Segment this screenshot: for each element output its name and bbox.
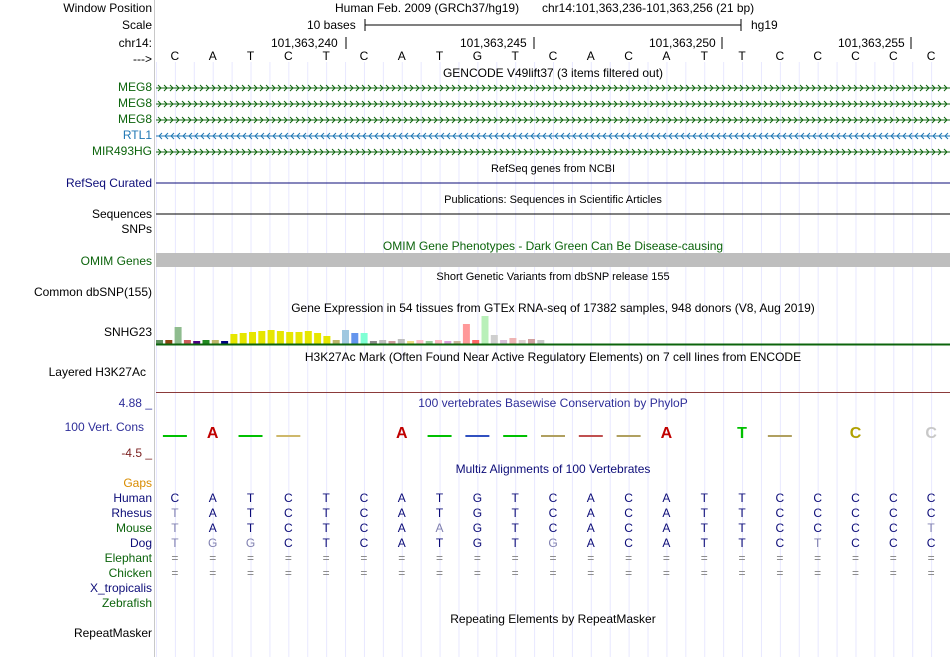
gtex-tissue-bar [537,340,544,344]
phylop-min: -4.5 _ [121,446,152,460]
alignment-base: C [888,491,898,505]
alignment-base: C [624,536,633,550]
alignment-base: T [511,521,519,535]
alignment-base: G [472,491,483,505]
species-label[interactable]: Rhesus [111,506,152,520]
alignment-base: C [813,521,822,535]
alignment-base: C [283,506,293,520]
alignment-base: = [625,551,633,565]
alignment-base: T [700,536,708,550]
alignment-base: G [472,521,483,535]
alignment-base: C [888,506,898,520]
gencode-title[interactable]: GENCODE V49lift37 (3 items filtered out) [442,66,664,80]
alignment-base: T [511,536,519,550]
alignment-base: = [851,566,859,580]
alignment-base: = [662,551,670,565]
alignment-base: T [511,491,519,505]
omim-label[interactable]: OMIM Genes [80,254,152,268]
alignment-base: T [738,506,746,520]
phylop-letter: C [849,425,862,442]
sequence-base: A [662,49,671,63]
sequence-base: C [359,49,369,63]
sequence-base: C [775,49,785,63]
species-label[interactable]: Zebrafish [101,596,152,610]
sequence-base: C [170,49,180,63]
alignment-base: C [888,521,898,535]
gtex-tissue-bar [184,340,191,344]
alignment-base: G [472,536,483,550]
gtex-tissue-bar [333,340,340,344]
alignment-base: T [171,521,179,535]
alignment-base: C [851,506,860,520]
alignment-base: = [511,566,519,580]
gtex-tissue-bar [230,334,237,344]
alignment-base: T [927,521,935,535]
gtex-tissue-bar [416,340,423,344]
publications-label[interactable]: Sequences [91,207,152,221]
alignment-base: C [813,506,822,520]
phylop-label[interactable]: 100 Vert. Cons [64,420,144,434]
alignment-base: = [511,551,519,565]
alignment-base: = [209,566,217,580]
alignment-base: A [586,506,595,520]
gtex-tissue-bar [249,332,256,344]
sequence-base: A [586,49,595,63]
alignment-base: C [851,536,860,550]
alignment-base: C [624,521,633,535]
species-label[interactable]: X_tropicalis [89,581,152,595]
alignment-base: A [435,521,444,535]
alignment-base: = [436,566,444,580]
alignment-base: = [284,551,292,565]
sequence-base: T [435,49,444,63]
alignment-base: = [776,551,784,565]
gtex-tissue-bar [491,335,498,344]
dbsnp-title[interactable]: Short Genetic Variants from dbSNP release 155 [436,271,670,283]
sequence-base: C [926,49,936,63]
alignment-base: = [398,551,406,565]
phylop-max: 4.88 _ [118,396,152,410]
alignment-base: C [283,521,293,535]
alignment-base: C [548,521,558,535]
alignment-base: G [548,536,558,550]
gtex-title[interactable]: Gene Expression in 54 tissues from GTEx RNA-seq of 17382 samples, 948 donors (V8, Aug 2019) [291,301,815,315]
gtex-tissue-bar [305,331,312,344]
phylop-letter: A [206,425,219,442]
repeatmasker-title[interactable]: Repeating Elements by RepeatMasker [450,612,656,626]
alignment-base: T [435,536,444,550]
gtex-tissue-bar [314,333,321,344]
alignment-base: G [245,536,256,550]
gtex-tissue-bar [519,340,526,344]
publications-title[interactable]: Publications: Sequences in Scientific Articles [444,194,662,206]
coord-tick-label: 101,363,255 [838,36,905,50]
gtex-tissue-bar [323,336,330,344]
alignment-base: A [586,491,595,505]
alignment-base: = [814,551,822,565]
alignment-base: = [209,551,217,565]
alignment-base: A [662,521,671,535]
alignment-base: = [284,566,292,580]
alignment-base: = [738,551,746,565]
assembly-title[interactable]: Human Feb. 2009 (GRCh37/hg19) [335,1,520,15]
alignment-base: = [625,566,633,580]
scale-text: 10 bases [307,18,356,32]
gtex-tissue-bar [463,324,470,344]
alignment-base: A [662,491,671,505]
phylop-letter: C [925,425,937,442]
species-label[interactable]: Human [113,491,152,505]
gtex-tissue-bar [240,333,247,344]
sequence-base: C [624,49,633,63]
alignment-base: C [888,536,898,550]
gtex-tissue-bar [379,340,386,344]
position-range[interactable]: chr14:101,363,236-101,363,256 (21 bp) [542,1,755,15]
alignment-base: = [436,551,444,565]
strand-arrow-label: ---> [133,52,152,66]
alignment-base: C [813,491,822,505]
alignment-base: C [548,491,558,505]
gtex-tissue-bar [258,331,265,344]
alignment-base: = [247,566,255,580]
coord-tick-label: 101,363,250 [649,36,716,50]
phylop-letter: A [395,425,408,442]
gtex-tissue-bar [175,327,182,344]
alignment-base: T [738,491,746,505]
sequence-base: C [888,49,898,63]
alignment-base: = [322,566,330,580]
scale-label: Scale [121,18,152,32]
species-label[interactable]: Elephant [104,551,152,565]
window-position-label: Window Position [63,1,152,15]
dbsnp-label[interactable]: Common dbSNP(155) [33,285,152,299]
alignment-base: A [208,491,217,505]
alignment-base: T [738,521,746,535]
alignment-base: C [775,536,785,550]
alignment-base: G [472,506,483,520]
alignment-base: = [473,566,481,580]
gtex-tissue-bar [472,340,479,344]
alignment-base: A [397,491,406,505]
phylop-letter: T [737,425,747,442]
alignment-base: C [170,491,180,505]
alignment-base: A [586,521,595,535]
alignment-base: = [889,551,897,565]
gaps-label[interactable]: Gaps [123,476,152,490]
alignment-base: C [624,491,633,505]
alignment-base: C [851,491,860,505]
gencode-track-label[interactable]: MIR493HG [91,144,152,158]
sequence-base: C [548,49,558,63]
snps-label[interactable]: SNPs [121,222,152,236]
alignment-base: A [208,521,217,535]
gencode-track-label[interactable]: MEG8 [117,112,152,126]
alignment-base: C [359,536,369,550]
gencode-track-label[interactable]: MEG8 [117,80,152,94]
alignment-base: C [359,491,369,505]
alignment-base: T [700,521,708,535]
phylop-letter: A [660,425,673,442]
refseq-title[interactable]: RefSeq genes from NCBI [490,163,616,175]
alignment-base: = [360,566,368,580]
assembly-name: hg19 [751,18,778,32]
gtex-tissue-bar [286,332,293,344]
gtex-label[interactable]: SNHG23 [103,325,152,339]
alignment-base: T [322,506,330,520]
alignment-base: = [927,551,935,565]
sequence-base: T [738,49,746,63]
alignment-base: = [776,566,784,580]
alignment-base: C [624,506,633,520]
alignment-base: = [889,566,897,580]
h3k27ac-title[interactable]: H3K27Ac Mark (Often Found Near Active Regulatory Elements) on 7 cell lines from ENCODE [304,350,802,364]
refseq-label[interactable]: RefSeq Curated [65,176,152,190]
alignment-base: T [700,506,708,520]
gtex-tissue-bar [482,316,489,344]
gtex-tissue-bar [398,339,405,344]
alignment-base: = [549,566,557,580]
alignment-base: = [814,566,822,580]
phylop-title[interactable]: 100 vertebrates Basewise Conservation by PhyloP [418,396,688,410]
sequence-base: T [700,49,708,63]
sequence-base: C [283,49,293,63]
alignment-base: T [246,491,255,505]
gtex-tissue-bar [435,340,442,344]
alignment-base: = [738,566,746,580]
sequence-base: T [322,49,330,63]
alignment-base: C [359,521,369,535]
multiz-title[interactable]: Multiz Alignments of 100 Vertebrates [455,462,651,476]
gtex-tissue-bar [509,338,516,344]
sequence-base: C [813,49,822,63]
alignment-base: A [586,536,595,550]
gtex-tissue-bar [296,332,303,344]
alignment-base: A [662,506,671,520]
chrom-label: chr14: [118,36,152,50]
alignment-base: G [208,536,218,550]
alignment-base: = [171,551,179,565]
alignment-base: = [662,566,670,580]
alignment-base: = [851,551,859,565]
alignment-base: T [171,506,179,520]
alignment-base: C [548,506,558,520]
omim-feature-bar [156,253,950,267]
alignment-base: = [700,551,708,565]
gtex-tissue-bar [361,333,368,344]
alignment-base: T [322,491,330,505]
gtex-tissue-bar [203,340,210,344]
gtex-tissue-bar [156,340,163,344]
alignment-base: = [171,566,179,580]
gtex-tissue-bar [277,331,284,344]
sequence-base: G [472,49,483,63]
gtex-tissue-bar [165,340,172,344]
alignment-base: = [549,551,557,565]
alignment-base: = [322,551,330,565]
alignment-base: A [397,506,406,520]
alignment-base: A [662,536,671,550]
h3k27ac-label[interactable]: Layered H3K27Ac [48,365,146,379]
alignment-base: = [398,566,406,580]
sequence-base: T [511,49,519,63]
alignment-base: T [171,536,179,550]
omim-title[interactable]: OMIM Gene Phenotypes - Dark Green Can Be Disease-causing [382,239,724,253]
alignment-base: T [246,506,255,520]
alignment-base: A [397,536,406,550]
coord-tick-label: 101,363,240 [271,36,338,50]
alignment-base: T [246,521,255,535]
alignment-base: T [435,506,444,520]
gtex-tissue-bar [212,340,219,344]
alignment-base: C [359,506,369,520]
gencode-track-label[interactable]: RTL1 [122,128,152,142]
gtex-tissue-bar [351,333,358,344]
alignment-base: C [283,491,293,505]
alignment-base: C [283,536,293,550]
alignment-base: T [322,521,330,535]
alignment-base: C [775,506,785,520]
gtex-tissue-bar [528,339,535,344]
alignment-base: = [587,566,595,580]
species-label[interactable]: Mouse [115,521,152,535]
gencode-track-label[interactable]: MEG8 [117,96,152,110]
gtex-tissue-bar [342,330,349,344]
alignment-base: C [926,491,936,505]
sequence-base: C [851,49,860,63]
alignment-base: C [851,521,860,535]
alignment-base: T [813,536,822,550]
repeatmasker-label[interactable]: RepeatMasker [73,626,152,640]
species-label[interactable]: Dog [129,536,152,550]
alignment-base: T [322,536,330,550]
alignment-base: T [511,506,519,520]
alignment-base: = [247,551,255,565]
alignment-base: A [397,521,406,535]
alignment-base: = [473,551,481,565]
alignment-base: A [208,506,217,520]
alignment-base: C [926,536,936,550]
alignment-base: = [587,551,595,565]
alignment-base: C [926,506,936,520]
sequence-base: T [246,49,255,63]
species-label[interactable]: Chicken [108,566,152,580]
alignment-base: = [360,551,368,565]
gtex-tissue-bar [268,330,275,344]
coord-tick-label: 101,363,245 [460,36,527,50]
alignment-base: C [775,521,785,535]
alignment-base: T [700,491,708,505]
sequence-base: A [397,49,406,63]
alignment-base: T [435,491,444,505]
alignment-base: = [927,566,935,580]
alignment-base: T [738,536,746,550]
alignment-base: = [700,566,708,580]
sequence-base: A [208,49,217,63]
alignment-base: C [775,491,785,505]
gtex-tissue-bar [500,340,507,344]
